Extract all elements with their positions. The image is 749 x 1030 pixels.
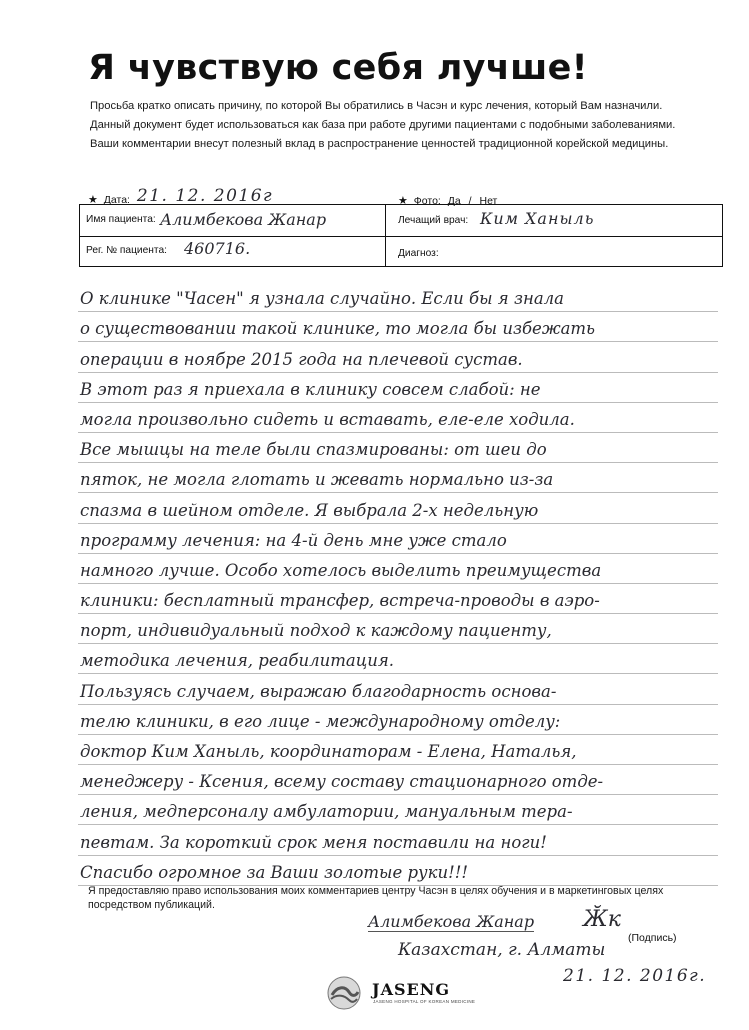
diagnosis-label: Диагноз: bbox=[398, 248, 439, 259]
testimonial-line bbox=[78, 342, 718, 372]
testimonial-line bbox=[78, 312, 718, 342]
photo-no-option: Нет bbox=[479, 195, 498, 207]
patient-info-row bbox=[80, 236, 722, 267]
testimonial-line-text: Спасибо огромное за Ваши золотые руки!!! bbox=[80, 862, 468, 882]
photo-yes-option: Да bbox=[447, 195, 461, 207]
testimonial-line bbox=[78, 584, 718, 614]
testimonial-line bbox=[78, 463, 718, 493]
testimonial-line bbox=[78, 825, 718, 855]
patient-info-row bbox=[80, 205, 722, 237]
testimonial-text bbox=[78, 282, 718, 886]
page-title: Я чувствую себя лучше! bbox=[88, 48, 588, 88]
patient-info-table bbox=[79, 204, 723, 267]
star-icon: ★ bbox=[88, 194, 98, 206]
testimonial-line-text: порт, индивидуальный подход к каждому пациенту, bbox=[80, 621, 552, 641]
testimonial-line-text: клиники: бесплатный трансфер, встреча-проводы в аэро- bbox=[80, 591, 600, 611]
photo-label: Фото: bbox=[413, 195, 441, 207]
testimonial-line bbox=[78, 674, 718, 704]
doctor-value: Ким Ханыль bbox=[480, 209, 595, 228]
testimonial-line bbox=[78, 554, 718, 584]
logo-subtitle: JASENG HOSPITAL OF KOREAN MEDICINE bbox=[373, 999, 476, 1004]
testimonial-line-text: ления, медперсоналу амбулатории, мануальным тера- bbox=[80, 802, 573, 822]
testimonial-line bbox=[78, 856, 718, 886]
testimonial-line bbox=[78, 403, 718, 433]
consent-text: Я предоставляю право использования моих комментариев центру Часэн в целях обучения и в маркетинговых целях посредством публикаций. bbox=[88, 885, 664, 911]
reg-no-label: Рег. № пациента: bbox=[86, 245, 167, 256]
testimonial-line bbox=[78, 282, 718, 312]
photo-separator: / bbox=[468, 195, 472, 207]
testimonial-line-text: телю клиники, в его лице - международному отделу: bbox=[80, 711, 561, 731]
testimonial-line bbox=[78, 765, 718, 795]
testimonial-line bbox=[78, 524, 718, 554]
testimonial-line-text: пяток, не могла глотать и жевать нормально из-за bbox=[80, 470, 554, 490]
jaseng-logo-icon bbox=[327, 976, 361, 1010]
testimonial-line-text: методика лечения, реабилитация. bbox=[80, 651, 395, 671]
testimonial-line-text: О клинике "Часен" я узнала случайно. Если бы я знала bbox=[80, 289, 565, 309]
patient-name-label: Имя пациента: bbox=[86, 214, 156, 225]
intro-line: Данный документ будет использоваться как база при работе другими пациентами с подобными заболеваниями. bbox=[90, 119, 676, 131]
testimonial-line bbox=[78, 795, 718, 825]
testimonial-line-text: В этот раз я приехала в клинику совсем слабой: не bbox=[80, 379, 541, 399]
testimonial-line-text: операции в ноябре 2015 года на плечевой сустав. bbox=[80, 349, 523, 369]
date-value: 21. 12. 2016г bbox=[136, 186, 274, 206]
testimonial-line bbox=[78, 644, 718, 674]
star-icon: ★ bbox=[398, 195, 408, 207]
testimonial-line-text: Все мышцы на теле были спазмированы: от шеи до bbox=[80, 440, 547, 460]
signature-mark: Ӂк bbox=[583, 907, 621, 932]
reg-no-value: 460716. bbox=[184, 239, 251, 258]
testimonial-line-text: могла произвольно сидеть и вставать, еле-еле ходила. bbox=[80, 409, 575, 429]
testimonial-line bbox=[78, 433, 718, 463]
logo-text: JASENG bbox=[372, 980, 451, 999]
testimonial-line-text: певтам. За короткий срок меня поставили на ноги! bbox=[80, 832, 547, 852]
testimonial-line-text: спазма в шейном отделе. Я выбрала 2-х недельную bbox=[80, 500, 539, 520]
testimonial-line-text: о существовании такой клинике, то могла бы избежать bbox=[80, 319, 596, 339]
signature-label: (Подпись) bbox=[628, 932, 677, 944]
signer-name: Алимбекова Жанар bbox=[368, 912, 535, 931]
table-divider bbox=[385, 236, 386, 267]
testimonial-line-text: Пользуясь случаем, выражаю благодарность основа- bbox=[80, 681, 557, 701]
intro-text bbox=[90, 97, 710, 154]
testimonial-line-text: намного лучше. Особо хотелось выделить преимущества bbox=[80, 560, 602, 580]
date-label: Дата: bbox=[103, 194, 130, 206]
testimonial-line bbox=[78, 705, 718, 735]
signer-location: Казахстан, г. Алматы bbox=[398, 940, 606, 960]
testimonial-line bbox=[78, 735, 718, 765]
testimonial-line-text: доктор Ким Ханыль, координаторам - Елена, Наталья, bbox=[80, 742, 577, 761]
intro-line: Ваши комментарии внесут полезный вклад в распространение ценностей традиционной корейской медицины. bbox=[90, 138, 669, 150]
table-divider bbox=[385, 205, 386, 236]
doctor-label: Лечащий врач: bbox=[398, 215, 469, 226]
testimonial-line bbox=[78, 614, 718, 644]
testimonial-line bbox=[78, 373, 718, 403]
testimonial-line-text: менеджеру - Ксения, всему составу стационарного отде- bbox=[80, 772, 604, 792]
intro-line: Просьба кратко описать причину, по которой Вы обратились в Часэн и курс лечения, который Вам назначили. bbox=[90, 100, 663, 112]
testimonial-line-text: программу лечения: на 4-й день мне уже стало bbox=[80, 530, 507, 550]
patient-name-value: Алимбекова Жанар bbox=[160, 210, 327, 229]
signature-date: 21. 12. 2016г. bbox=[563, 966, 707, 986]
testimonial-line bbox=[78, 493, 718, 523]
